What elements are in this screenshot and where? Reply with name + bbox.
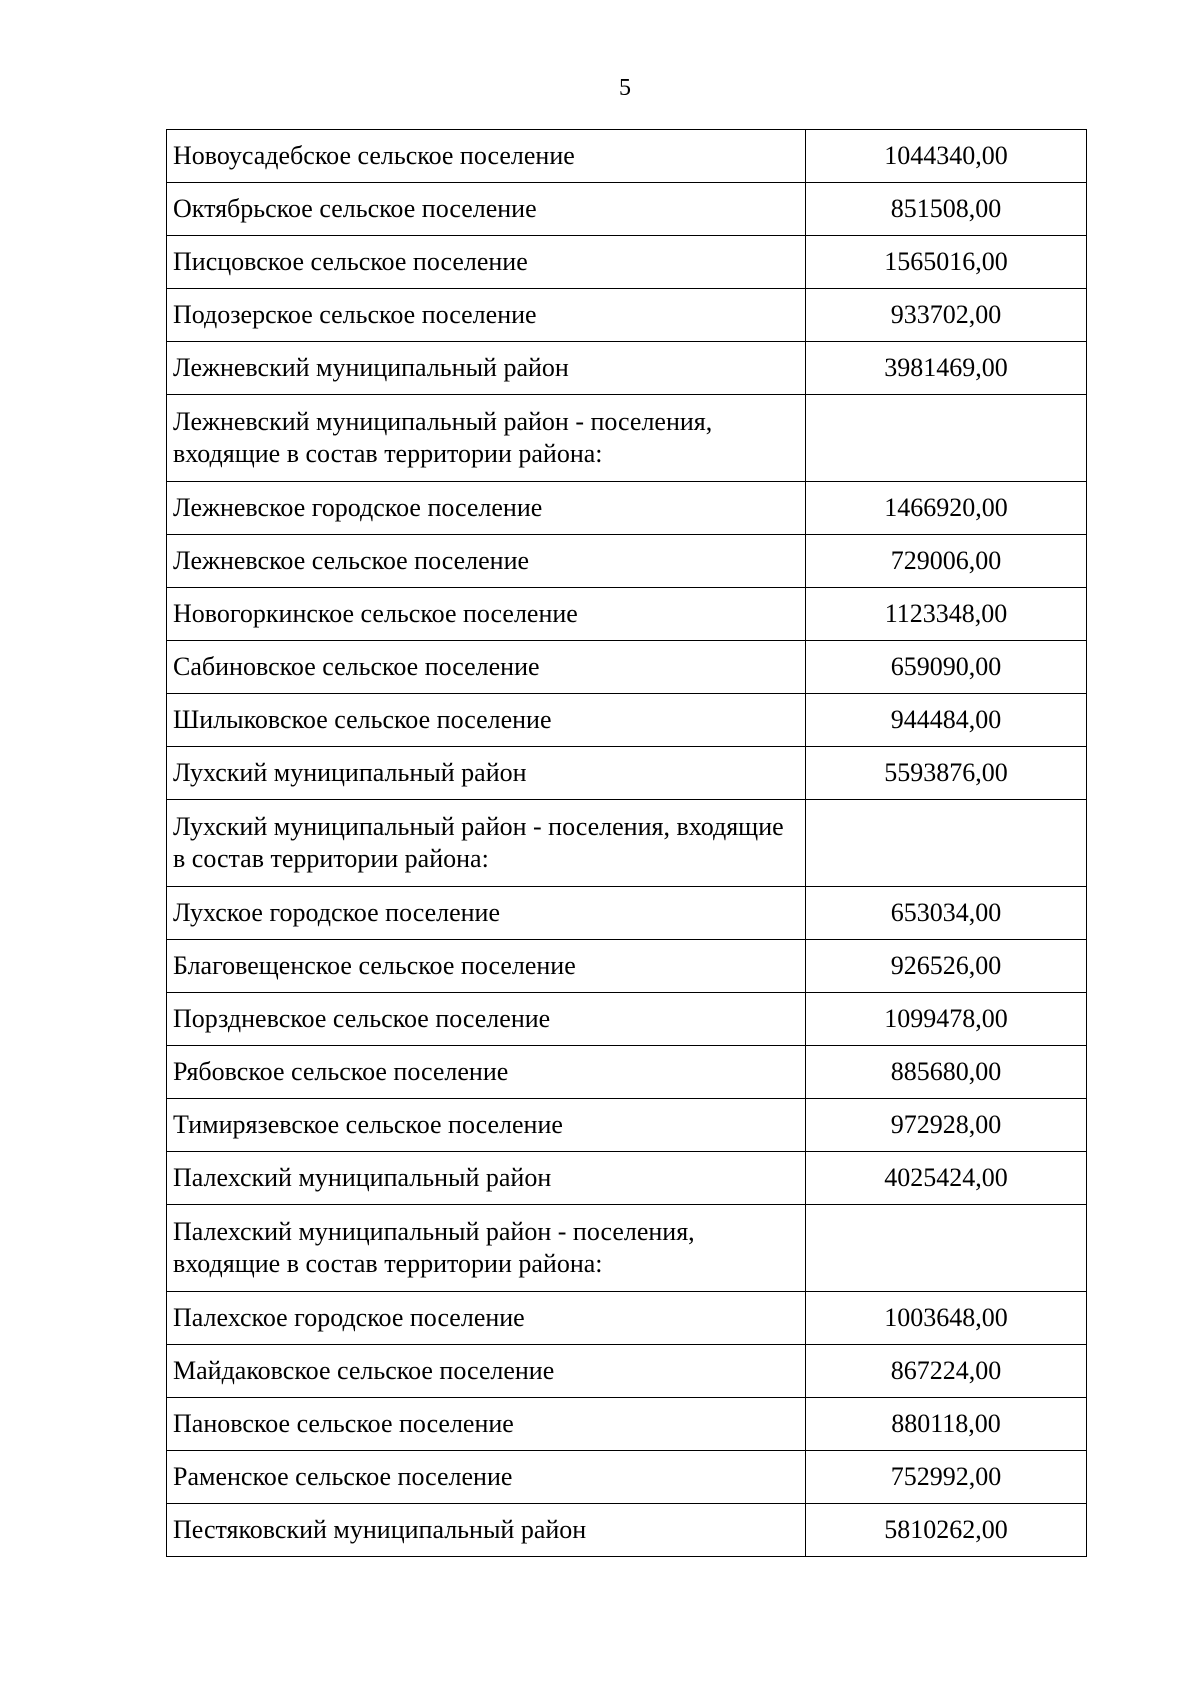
district-row	[167, 1152, 1087, 1205]
settlement-row	[167, 1099, 1087, 1152]
territory-name-cell: Новоусадебское сельское поселение	[167, 130, 806, 183]
amount-cell: 944484,00	[806, 694, 1087, 747]
territory-name-cell: Палехский муниципальный район - поселения, входящие в состав территории района:	[167, 1205, 806, 1292]
settlement-row	[167, 535, 1087, 588]
settlement-row	[167, 694, 1087, 747]
settlement-row	[167, 289, 1087, 342]
territory-name-cell: Октябрьское сельское поселение	[167, 183, 806, 236]
group-header-row	[167, 395, 1087, 482]
amount-cell: 1044340,00	[806, 130, 1087, 183]
amount-cell: 933702,00	[806, 289, 1087, 342]
territory-name-cell: Писцовское сельское поселение	[167, 236, 806, 289]
district-row	[167, 747, 1087, 800]
district-row	[167, 342, 1087, 395]
territory-name-cell: Лежневский муниципальный район - поселения, входящие в состав территории района:	[167, 395, 806, 482]
settlement-row	[167, 130, 1087, 183]
amount-cell	[806, 800, 1087, 887]
amount-cell	[806, 395, 1087, 482]
settlement-row	[167, 1345, 1087, 1398]
settlement-row	[167, 183, 1087, 236]
amount-cell: 1123348,00	[806, 588, 1087, 641]
settlement-row	[167, 588, 1087, 641]
amount-cell: 729006,00	[806, 535, 1087, 588]
territory-name-cell: Сабиновское сельское поселение	[167, 641, 806, 694]
territory-name-cell: Пановское сельское поселение	[167, 1398, 806, 1451]
amount-cell: 5810262,00	[806, 1504, 1087, 1557]
settlement-row	[167, 1292, 1087, 1345]
amount-cell: 972928,00	[806, 1099, 1087, 1152]
table-body	[167, 130, 1087, 1557]
allocation-table	[166, 129, 1087, 1557]
settlement-row	[167, 993, 1087, 1046]
territory-name-cell: Пестяковский муниципальный район	[167, 1504, 806, 1557]
territory-name-cell: Лежневское сельское поселение	[167, 535, 806, 588]
settlement-row	[167, 940, 1087, 993]
amount-cell: 885680,00	[806, 1046, 1087, 1099]
settlement-row	[167, 641, 1087, 694]
settlement-row	[167, 887, 1087, 940]
amount-cell: 851508,00	[806, 183, 1087, 236]
territory-name-cell: Порздневское сельское поселение	[167, 993, 806, 1046]
territory-name-cell: Благовещенское сельское поселение	[167, 940, 806, 993]
group-header-row	[167, 800, 1087, 887]
settlement-row	[167, 1046, 1087, 1099]
amount-cell: 926526,00	[806, 940, 1087, 993]
amount-cell: 867224,00	[806, 1345, 1087, 1398]
territory-name-cell: Лухский муниципальный район - поселения, входящие в состав территории района:	[167, 800, 806, 887]
territory-name-cell: Палехский муниципальный район	[167, 1152, 806, 1205]
amount-cell: 1099478,00	[806, 993, 1087, 1046]
territory-name-cell: Рябовское сельское поселение	[167, 1046, 806, 1099]
amount-cell: 653034,00	[806, 887, 1087, 940]
settlement-row	[167, 1398, 1087, 1451]
amount-cell: 659090,00	[806, 641, 1087, 694]
territory-name-cell: Раменское сельское поселение	[167, 1451, 806, 1504]
group-header-row	[167, 1205, 1087, 1292]
territory-name-cell: Шилыковское сельское поселение	[167, 694, 806, 747]
amount-cell: 752992,00	[806, 1451, 1087, 1504]
settlement-row	[167, 482, 1087, 535]
territory-name-cell: Лежневское городское поселение	[167, 482, 806, 535]
amount-cell: 5593876,00	[806, 747, 1087, 800]
amount-cell: 1003648,00	[806, 1292, 1087, 1345]
territory-name-cell: Лухское городское поселение	[167, 887, 806, 940]
territory-name-cell: Лежневский муниципальный район	[167, 342, 806, 395]
settlement-row	[167, 236, 1087, 289]
page-number: 5	[619, 75, 631, 101]
territory-name-cell: Новогоркинское сельское поселение	[167, 588, 806, 641]
amount-cell	[806, 1205, 1087, 1292]
territory-name-cell: Палехское городское поселение	[167, 1292, 806, 1345]
amount-cell: 1565016,00	[806, 236, 1087, 289]
amount-cell: 4025424,00	[806, 1152, 1087, 1205]
amount-cell: 3981469,00	[806, 342, 1087, 395]
territory-name-cell: Подозерское сельское поселение	[167, 289, 806, 342]
territory-name-cell: Майдаковское сельское поселение	[167, 1345, 806, 1398]
district-row	[167, 1504, 1087, 1557]
territory-name-cell: Тимирязевское сельское поселение	[167, 1099, 806, 1152]
territory-name-cell: Лухский муниципальный район	[167, 747, 806, 800]
amount-cell: 880118,00	[806, 1398, 1087, 1451]
settlement-row	[167, 1451, 1087, 1504]
amount-cell: 1466920,00	[806, 482, 1087, 535]
